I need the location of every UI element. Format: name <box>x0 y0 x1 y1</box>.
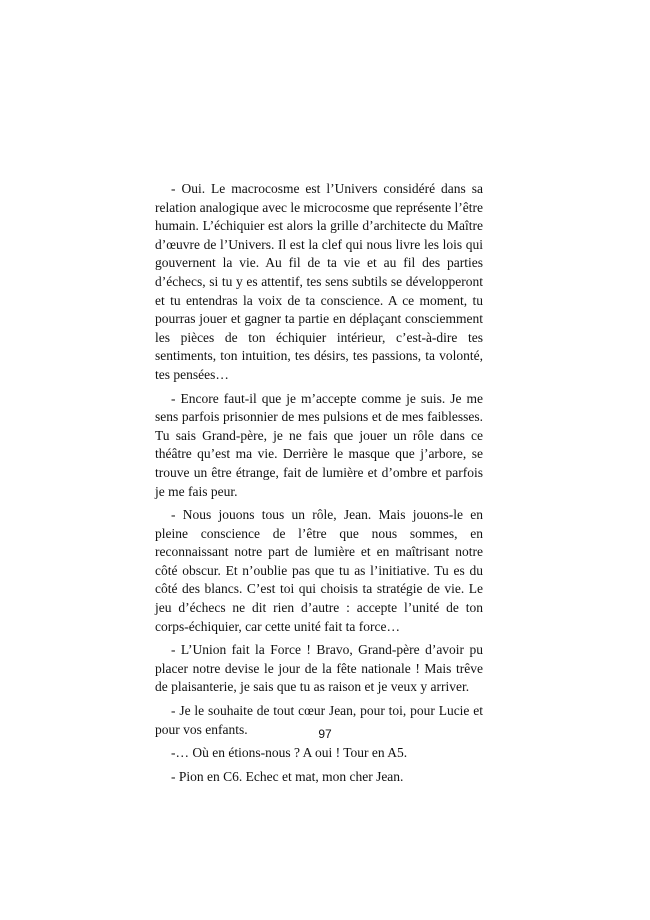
paragraph-2: - Encore faut-il que je m’accepte comme je suis. Je me sens parfois prisonnier de mes pulsions et de mes faiblesses. Tu sais Grand-père, je ne fais que jouer un rôle dans ce théâtre qu’est ma vie. Derrière le masque que j’arbore, se trouve un être étrange, fait de lumière et d’ombre et parfois je me fais peur. <box>155 390 483 499</box>
body-text <box>155 180 483 791</box>
paragraph-4: - L’Union fait la Force ! Bravo, Grand-père d’avoir pu placer notre devise le jour de la fête nationale ! Mais trêve de plaisanterie, je sais que tu as raison et je veux y arriver. <box>155 642 483 695</box>
paragraph-6: -… Où en étions-nous ? A oui ! Tour en A5. <box>171 745 408 761</box>
paragraph-5: - Je le souhaite de tout cœur Jean, pour toi, pour Lucie et pour vos enfants. <box>155 703 483 737</box>
paragraph-1: - Oui. Le macrocosme est l’Univers considéré dans sa relation analogique avec le microcosme que représente l’être humain. L’échiquier est alors la grille d’architecte du Maître d’œuvre de l’Univers. Il est la clef qui nous livre les lois qui gouvernent la vie. Au fil de ta vie et au fil des parties d’échecs, si tu y es attentif, tes sens subtils se développeront et tu entendras la voix de ta conscience. A ce moment, tu pourras jouer et gagner ta partie en déplaçant consciemment les pièces de ton échiquier intérieur, c’est-à-dire tes sentiments, ton intuition, tes désirs, tes passions, ta volonté, tes pensées… <box>155 181 483 382</box>
page-number: 97 <box>318 727 332 741</box>
paragraph-3: - Nous jouons tous un rôle, Jean. Mais jouons-le en pleine conscience de l’être que nous sommes, en reconnaissant notre part de lumière et en maîtrisant notre côté obscur. Et n’oublie pas que tu as l’initiative. Tu es du côté des blancs. C’est toi qui choisis ta stratégie de vie. Le jeu d’échecs ne dit rien d’autre : accepte l’unité de ton corps-échiquier, car cette unité fait ta force… <box>155 507 483 634</box>
paragraph-7: - Pion en C6. Echec et mat, mon cher Jean. <box>171 768 404 784</box>
